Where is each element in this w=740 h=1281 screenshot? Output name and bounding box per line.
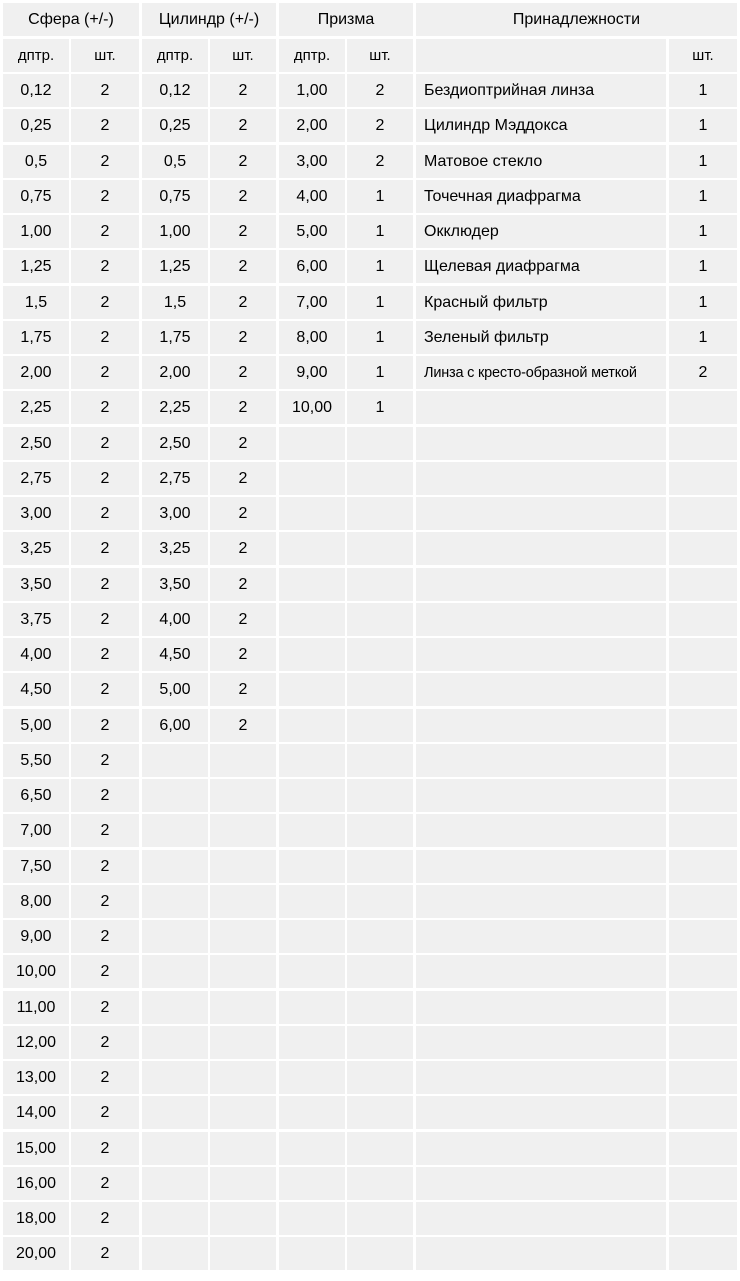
sphere-qty-cell: 2 — [71, 286, 139, 319]
accessories-name-cell — [416, 1237, 666, 1270]
prism-dptr-cell — [279, 1132, 345, 1165]
prism-qty-cell: 1 — [347, 180, 413, 213]
cylinder-dptr-cell: 2,75 — [142, 462, 208, 495]
accessories-qty-cell — [669, 1061, 737, 1094]
sphere-dptr-cell: 9,00 — [3, 920, 69, 953]
accessories-name-cell — [416, 1096, 666, 1129]
accessories-name-cell: Линза с кресто-образной меткой — [416, 356, 666, 389]
accessories-name-cell: Бездиоптрийная линза — [416, 74, 666, 107]
accessories-qty-cell — [669, 1096, 737, 1129]
sphere-qty-cell: 2 — [71, 145, 139, 178]
accessories-qty-cell: 1 — [669, 286, 737, 319]
subheader-cyl-dptr: дптр. — [142, 39, 208, 72]
accessories-qty-cell — [669, 779, 737, 812]
cylinder-dptr-cell — [142, 920, 208, 953]
prism-qty-cell — [347, 603, 413, 636]
accessories-name-cell — [416, 955, 666, 988]
cylinder-qty-cell: 2 — [210, 180, 276, 213]
sphere-dptr-cell: 4,50 — [3, 673, 69, 706]
cylinder-qty-cell — [210, 1132, 276, 1165]
sphere-qty-cell: 2 — [71, 603, 139, 636]
accessories-qty-cell — [669, 1237, 737, 1270]
prism-dptr-cell: 1,00 — [279, 74, 345, 107]
accessories-name-cell: Окклюдер — [416, 215, 666, 248]
prism-qty-cell — [347, 920, 413, 953]
accessories-name-cell — [416, 603, 666, 636]
accessories-qty-cell: 1 — [669, 145, 737, 178]
accessories-qty-cell — [669, 1167, 737, 1200]
sphere-qty-cell: 2 — [71, 779, 139, 812]
accessories-name-cell — [416, 744, 666, 777]
prism-dptr-cell: 8,00 — [279, 321, 345, 354]
prism-qty-cell — [347, 1132, 413, 1165]
cylinder-dptr-cell: 2,50 — [142, 427, 208, 460]
cylinder-qty-cell: 2 — [210, 568, 276, 601]
prism-dptr-cell — [279, 673, 345, 706]
sphere-qty-cell: 2 — [71, 955, 139, 988]
accessories-name-cell — [416, 779, 666, 812]
accessories-name-cell — [416, 427, 666, 460]
cylinder-dptr-cell — [142, 991, 208, 1024]
cylinder-dptr-cell — [142, 1061, 208, 1094]
prism-qty-cell — [347, 1167, 413, 1200]
subheader-sphere-dptr: дптр. — [3, 39, 69, 72]
accessories-name-cell — [416, 462, 666, 495]
sphere-qty-cell: 2 — [71, 673, 139, 706]
prism-qty-cell — [347, 1096, 413, 1129]
sphere-dptr-cell: 6,50 — [3, 779, 69, 812]
cylinder-dptr-cell: 0,12 — [142, 74, 208, 107]
cylinder-dptr-cell — [142, 1096, 208, 1129]
prism-qty-cell — [347, 568, 413, 601]
sphere-qty-cell: 2 — [71, 74, 139, 107]
sphere-dptr-cell: 5,00 — [3, 709, 69, 742]
prism-qty-cell — [347, 1061, 413, 1094]
cylinder-dptr-cell: 1,00 — [142, 215, 208, 248]
prism-dptr-cell: 7,00 — [279, 286, 345, 319]
header-sphere: Сфера (+/-) — [3, 3, 139, 36]
prism-qty-cell — [347, 709, 413, 742]
cylinder-qty-cell: 2 — [210, 532, 276, 565]
prism-dptr-cell — [279, 744, 345, 777]
prism-dptr-cell — [279, 532, 345, 565]
cylinder-qty-cell: 2 — [210, 709, 276, 742]
cylinder-qty-cell: 2 — [210, 145, 276, 178]
cylinder-qty-cell: 2 — [210, 603, 276, 636]
prism-dptr-cell — [279, 1237, 345, 1270]
accessories-name-cell — [416, 709, 666, 742]
cylinder-qty-cell — [210, 779, 276, 812]
prism-dptr-cell — [279, 955, 345, 988]
sphere-qty-cell: 2 — [71, 814, 139, 847]
header-cylinder: Цилиндр (+/-) — [142, 3, 276, 36]
accessories-name-cell — [416, 1026, 666, 1059]
accessories-name-cell — [416, 532, 666, 565]
prism-dptr-cell — [279, 1096, 345, 1129]
cylinder-dptr-cell: 0,5 — [142, 145, 208, 178]
cylinder-qty-cell: 2 — [210, 250, 276, 283]
sphere-qty-cell: 2 — [71, 1096, 139, 1129]
prism-qty-cell — [347, 885, 413, 918]
prism-dptr-cell — [279, 991, 345, 1024]
accessories-name-cell: Зеленый фильтр — [416, 321, 666, 354]
cylinder-qty-cell: 2 — [210, 673, 276, 706]
cylinder-qty-cell: 2 — [210, 286, 276, 319]
sphere-qty-cell: 2 — [71, 709, 139, 742]
prism-qty-cell — [347, 1237, 413, 1270]
accessories-qty-cell — [669, 568, 737, 601]
sphere-qty-cell: 2 — [71, 850, 139, 883]
prism-dptr-cell — [279, 1061, 345, 1094]
sphere-dptr-cell: 14,00 — [3, 1096, 69, 1129]
cylinder-qty-cell: 2 — [210, 462, 276, 495]
prism-qty-cell: 1 — [347, 250, 413, 283]
cylinder-qty-cell — [210, 744, 276, 777]
cylinder-dptr-cell: 0,75 — [142, 180, 208, 213]
prism-dptr-cell — [279, 779, 345, 812]
header-prism: Призма — [279, 3, 413, 36]
prism-dptr-cell — [279, 850, 345, 883]
accessories-name-cell — [416, 1061, 666, 1094]
cylinder-dptr-cell: 2,25 — [142, 391, 208, 424]
sphere-qty-cell: 2 — [71, 250, 139, 283]
prism-dptr-cell — [279, 427, 345, 460]
cylinder-qty-cell — [210, 885, 276, 918]
accessories-qty-cell — [669, 427, 737, 460]
accessories-name-cell: Точечная диафрагма — [416, 180, 666, 213]
sphere-qty-cell: 2 — [71, 1202, 139, 1235]
cylinder-qty-cell — [210, 1096, 276, 1129]
sphere-qty-cell: 2 — [71, 356, 139, 389]
sphere-dptr-cell: 1,25 — [3, 250, 69, 283]
accessories-qty-cell — [669, 462, 737, 495]
cylinder-dptr-cell: 3,00 — [142, 497, 208, 530]
cylinder-qty-cell — [210, 814, 276, 847]
cylinder-qty-cell — [210, 955, 276, 988]
prism-dptr-cell — [279, 885, 345, 918]
cylinder-dptr-cell: 0,25 — [142, 109, 208, 142]
accessories-name-cell — [416, 991, 666, 1024]
accessories-qty-cell — [669, 1132, 737, 1165]
sphere-qty-cell: 2 — [71, 427, 139, 460]
sphere-dptr-cell: 1,00 — [3, 215, 69, 248]
sphere-dptr-cell: 20,00 — [3, 1237, 69, 1270]
cylinder-qty-cell — [210, 920, 276, 953]
accessories-qty-cell: 1 — [669, 250, 737, 283]
sphere-qty-cell: 2 — [71, 391, 139, 424]
accessories-name-cell — [416, 1132, 666, 1165]
accessories-qty-cell — [669, 391, 737, 424]
accessories-qty-cell: 1 — [669, 180, 737, 213]
sphere-dptr-cell: 15,00 — [3, 1132, 69, 1165]
cylinder-dptr-cell: 2,00 — [142, 356, 208, 389]
prism-dptr-cell: 5,00 — [279, 215, 345, 248]
sphere-dptr-cell: 2,50 — [3, 427, 69, 460]
prism-qty-cell — [347, 532, 413, 565]
accessories-name-cell — [416, 920, 666, 953]
prism-qty-cell: 1 — [347, 321, 413, 354]
sphere-qty-cell: 2 — [71, 497, 139, 530]
prism-qty-cell: 1 — [347, 356, 413, 389]
cylinder-qty-cell — [210, 1202, 276, 1235]
cylinder-dptr-cell: 1,5 — [142, 286, 208, 319]
sphere-qty-cell: 2 — [71, 920, 139, 953]
cylinder-dptr-cell — [142, 1026, 208, 1059]
cylinder-dptr-cell — [142, 1237, 208, 1270]
accessories-qty-cell: 2 — [669, 356, 737, 389]
sphere-qty-cell: 2 — [71, 991, 139, 1024]
prism-dptr-cell — [279, 603, 345, 636]
prism-qty-cell — [347, 1026, 413, 1059]
prism-qty-cell — [347, 814, 413, 847]
sphere-qty-cell: 2 — [71, 1026, 139, 1059]
accessories-qty-cell — [669, 532, 737, 565]
cylinder-dptr-cell — [142, 1132, 208, 1165]
sphere-dptr-cell: 3,00 — [3, 497, 69, 530]
accessories-name-cell: Красный фильтр — [416, 286, 666, 319]
accessories-qty-cell — [669, 709, 737, 742]
sphere-qty-cell: 2 — [71, 215, 139, 248]
sphere-dptr-cell: 3,50 — [3, 568, 69, 601]
sphere-dptr-cell: 2,00 — [3, 356, 69, 389]
cylinder-dptr-cell — [142, 885, 208, 918]
prism-dptr-cell — [279, 1026, 345, 1059]
sphere-dptr-cell: 0,25 — [3, 109, 69, 142]
cylinder-dptr-cell: 6,00 — [142, 709, 208, 742]
cylinder-qty-cell — [210, 1167, 276, 1200]
sphere-dptr-cell: 8,00 — [3, 885, 69, 918]
accessories-name-cell — [416, 885, 666, 918]
accessories-qty-cell: 1 — [669, 74, 737, 107]
prism-qty-cell — [347, 991, 413, 1024]
sphere-dptr-cell: 1,5 — [3, 286, 69, 319]
accessories-name-cell — [416, 1167, 666, 1200]
cylinder-dptr-cell: 1,25 — [142, 250, 208, 283]
prism-dptr-cell — [279, 709, 345, 742]
cylinder-dptr-cell — [142, 850, 208, 883]
sphere-dptr-cell: 3,25 — [3, 532, 69, 565]
accessories-qty-cell: 1 — [669, 321, 737, 354]
accessories-qty-cell: 1 — [669, 215, 737, 248]
accessories-name-cell — [416, 1202, 666, 1235]
accessories-name-cell — [416, 638, 666, 671]
subheader-acc-name — [416, 39, 666, 72]
prism-dptr-cell — [279, 1167, 345, 1200]
accessories-qty-cell — [669, 885, 737, 918]
prism-dptr-cell: 4,00 — [279, 180, 345, 213]
accessories-name-cell — [416, 673, 666, 706]
sphere-dptr-cell: 10,00 — [3, 955, 69, 988]
sphere-dptr-cell: 13,00 — [3, 1061, 69, 1094]
accessories-name-cell — [416, 850, 666, 883]
prism-dptr-cell — [279, 497, 345, 530]
sphere-dptr-cell: 12,00 — [3, 1026, 69, 1059]
cylinder-dptr-cell: 1,75 — [142, 321, 208, 354]
cylinder-dptr-cell — [142, 814, 208, 847]
prism-dptr-cell: 10,00 — [279, 391, 345, 424]
subheader-sphere-qty: шт. — [71, 39, 139, 72]
prism-qty-cell — [347, 955, 413, 988]
sphere-dptr-cell: 1,75 — [3, 321, 69, 354]
cylinder-dptr-cell — [142, 1202, 208, 1235]
accessories-name-cell — [416, 568, 666, 601]
sphere-qty-cell: 2 — [71, 638, 139, 671]
cylinder-dptr-cell — [142, 779, 208, 812]
accessories-name-cell: Щелевая диафрагма — [416, 250, 666, 283]
cylinder-qty-cell — [210, 1237, 276, 1270]
accessories-qty-cell — [669, 991, 737, 1024]
prism-dptr-cell — [279, 814, 345, 847]
prism-qty-cell — [347, 427, 413, 460]
cylinder-dptr-cell: 5,00 — [142, 673, 208, 706]
cylinder-qty-cell: 2 — [210, 391, 276, 424]
cylinder-dptr-cell: 4,00 — [142, 603, 208, 636]
cylinder-qty-cell — [210, 991, 276, 1024]
accessories-qty-cell — [669, 638, 737, 671]
prism-qty-cell — [347, 673, 413, 706]
sphere-dptr-cell: 16,00 — [3, 1167, 69, 1200]
accessories-qty-cell — [669, 1202, 737, 1235]
accessories-name-cell: Цилиндр Мэддокса — [416, 109, 666, 142]
sphere-qty-cell: 2 — [71, 180, 139, 213]
subheader-acc-qty: шт. — [669, 39, 737, 72]
prism-dptr-cell — [279, 1202, 345, 1235]
sphere-dptr-cell: 0,5 — [3, 145, 69, 178]
prism-qty-cell — [347, 638, 413, 671]
sphere-qty-cell: 2 — [71, 885, 139, 918]
sphere-qty-cell: 2 — [71, 568, 139, 601]
subheader-prism-dptr: дптр. — [279, 39, 345, 72]
prism-qty-cell — [347, 1202, 413, 1235]
prism-qty-cell: 1 — [347, 286, 413, 319]
cylinder-qty-cell: 2 — [210, 638, 276, 671]
accessories-qty-cell — [669, 603, 737, 636]
cylinder-qty-cell: 2 — [210, 497, 276, 530]
cylinder-dptr-cell: 3,25 — [142, 532, 208, 565]
cylinder-qty-cell: 2 — [210, 321, 276, 354]
accessories-qty-cell — [669, 1026, 737, 1059]
sphere-qty-cell: 2 — [71, 1167, 139, 1200]
prism-dptr-cell — [279, 462, 345, 495]
cylinder-qty-cell — [210, 1026, 276, 1059]
subheader-prism-qty: шт. — [347, 39, 413, 72]
prism-dptr-cell: 6,00 — [279, 250, 345, 283]
sphere-dptr-cell: 7,00 — [3, 814, 69, 847]
sphere-qty-cell: 2 — [71, 532, 139, 565]
sphere-qty-cell: 2 — [71, 109, 139, 142]
cylinder-qty-cell — [210, 1061, 276, 1094]
prism-qty-cell: 2 — [347, 145, 413, 178]
sphere-dptr-cell: 5,50 — [3, 744, 69, 777]
accessories-qty-cell — [669, 814, 737, 847]
cylinder-qty-cell — [210, 850, 276, 883]
prism-qty-cell: 1 — [347, 215, 413, 248]
sphere-dptr-cell: 18,00 — [3, 1202, 69, 1235]
subheader-cyl-qty: шт. — [210, 39, 276, 72]
sphere-dptr-cell: 0,12 — [3, 74, 69, 107]
cylinder-qty-cell: 2 — [210, 427, 276, 460]
prism-dptr-cell — [279, 638, 345, 671]
sphere-qty-cell: 2 — [71, 462, 139, 495]
prism-dptr-cell — [279, 568, 345, 601]
accessories-qty-cell: 1 — [669, 109, 737, 142]
sphere-dptr-cell: 4,00 — [3, 638, 69, 671]
sphere-qty-cell: 2 — [71, 1061, 139, 1094]
sphere-dptr-cell: 7,50 — [3, 850, 69, 883]
accessories-qty-cell — [669, 497, 737, 530]
cylinder-dptr-cell — [142, 955, 208, 988]
accessories-qty-cell — [669, 850, 737, 883]
prism-dptr-cell: 3,00 — [279, 145, 345, 178]
cylinder-qty-cell: 2 — [210, 215, 276, 248]
prism-dptr-cell: 9,00 — [279, 356, 345, 389]
prism-dptr-cell — [279, 920, 345, 953]
sphere-qty-cell: 2 — [71, 744, 139, 777]
sphere-dptr-cell: 2,25 — [3, 391, 69, 424]
accessories-name-cell — [416, 391, 666, 424]
cylinder-qty-cell: 2 — [210, 74, 276, 107]
cylinder-dptr-cell — [142, 1167, 208, 1200]
sphere-dptr-cell: 11,00 — [3, 991, 69, 1024]
prism-qty-cell: 2 — [347, 74, 413, 107]
accessories-qty-cell — [669, 920, 737, 953]
prism-qty-cell: 1 — [347, 391, 413, 424]
prism-qty-cell — [347, 850, 413, 883]
cylinder-dptr-cell — [142, 744, 208, 777]
prism-qty-cell — [347, 744, 413, 777]
accessories-qty-cell — [669, 673, 737, 706]
prism-dptr-cell: 2,00 — [279, 109, 345, 142]
prism-qty-cell — [347, 497, 413, 530]
sphere-dptr-cell: 3,75 — [3, 603, 69, 636]
prism-qty-cell — [347, 462, 413, 495]
prism-qty-cell — [347, 779, 413, 812]
accessories-qty-cell — [669, 955, 737, 988]
cylinder-dptr-cell: 4,50 — [142, 638, 208, 671]
accessories-qty-cell — [669, 744, 737, 777]
header-accessories: Принадлежности — [416, 3, 737, 36]
cylinder-qty-cell: 2 — [210, 109, 276, 142]
cylinder-qty-cell: 2 — [210, 356, 276, 389]
sphere-qty-cell: 2 — [71, 1237, 139, 1270]
accessories-name-cell — [416, 814, 666, 847]
sphere-dptr-cell: 0,75 — [3, 180, 69, 213]
sphere-dptr-cell: 2,75 — [3, 462, 69, 495]
prism-qty-cell: 2 — [347, 109, 413, 142]
sphere-qty-cell: 2 — [71, 1132, 139, 1165]
sphere-qty-cell: 2 — [71, 321, 139, 354]
accessories-name-cell: Матовое стекло — [416, 145, 666, 178]
cylinder-dptr-cell: 3,50 — [142, 568, 208, 601]
accessories-name-cell — [416, 497, 666, 530]
